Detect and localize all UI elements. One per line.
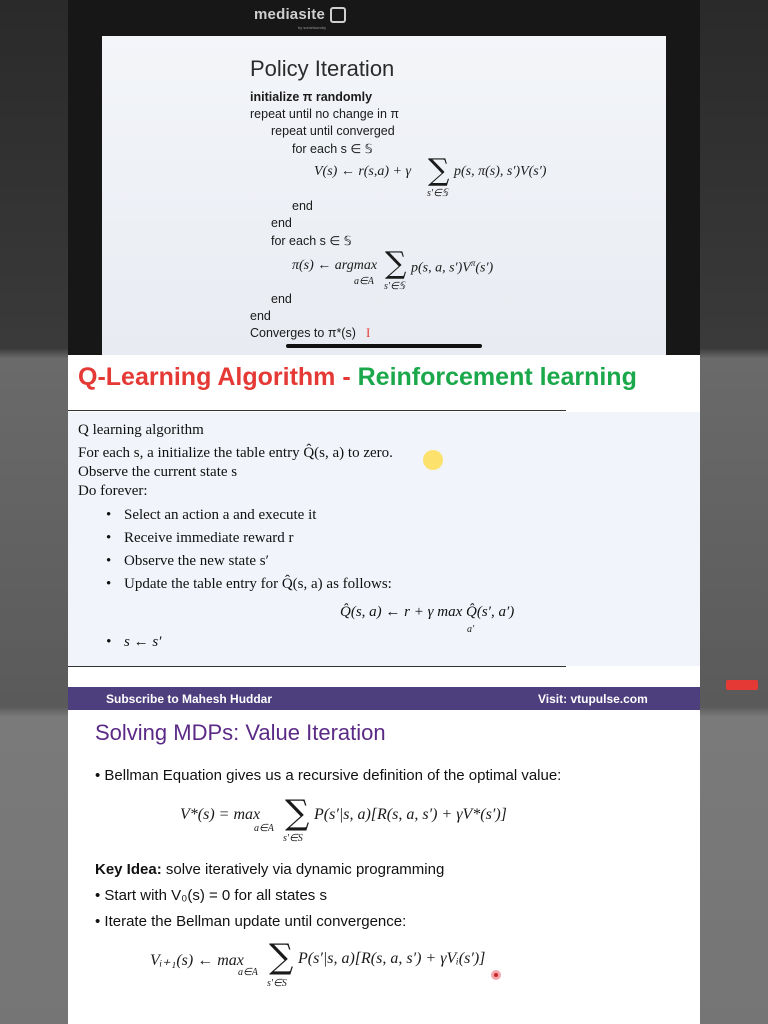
text-cursor-icon: I <box>366 325 371 340</box>
policy-iteration-panel <box>68 0 700 355</box>
code-line: end <box>292 199 313 213</box>
policy-iteration-slide <box>102 36 666 355</box>
sum-symbol: ∑ <box>428 153 450 188</box>
code-line: end <box>271 292 292 306</box>
algorithm-line: Do forever: <box>78 483 148 499</box>
q-learning-title: Q-Learning Algorithm - Reinforcement learning <box>78 363 637 391</box>
value-iteration-panel <box>68 710 700 1024</box>
subscribe-text[interactable]: Subscribe to Mahesh Huddar <box>106 692 273 706</box>
bullet-text: • Iterate the Bellman update until convergence: <box>95 913 407 930</box>
value-update-equation: V(s) ← r(s,a) + γ <box>314 164 412 179</box>
sum-symbol: ∑ <box>285 793 310 833</box>
right-backdrop <box>700 0 768 1024</box>
pointer-highlight <box>423 450 443 470</box>
algorithm-bullet: • Select an action a and execute it <box>124 507 316 524</box>
left-backdrop <box>0 0 68 1024</box>
algorithm-bullet: • Receive immediate reward r <box>124 530 294 547</box>
key-idea-line: Key Idea: solve iteratively via dynamic programming <box>95 861 445 878</box>
mediasite-logo-icon <box>330 7 346 23</box>
website-text[interactable]: Visit: vtupulse.com <box>538 692 648 706</box>
mediasite-byline: by sonicfoundry <box>298 25 327 30</box>
bellman-equation-rhs: P(s′|s, a)[R(s, a, s′) + γV*(s′)] <box>314 806 507 823</box>
pointer-dot <box>491 970 501 980</box>
sum-subscript: s′∈S <box>283 833 303 844</box>
code-line: repeat until converged <box>271 124 395 138</box>
algorithm-box <box>68 412 700 666</box>
code-line: end <box>271 216 292 230</box>
bellman-equation: V*(s) = max <box>180 806 261 823</box>
code-line: for each s ∈ 𝕊 <box>271 234 352 248</box>
sum-subscript: s′∈𝕊 <box>384 281 406 292</box>
max-subscript: a∈A <box>238 967 258 978</box>
divider <box>68 410 566 411</box>
scrollbar[interactable] <box>286 344 482 348</box>
algorithm-heading: Q learning algorithm <box>78 422 204 438</box>
max-subscript: a′ <box>467 624 475 635</box>
policy-update-rhs: p(s, a, $s')V^\pi(s')$ <box>411 258 494 276</box>
sum-symbol: ∑ <box>269 937 294 977</box>
sum-subscript: s′∈𝕊 <box>427 188 449 199</box>
bullet-text: • Bellman Equation gives us a recursive definition of the optimal value: <box>95 767 562 784</box>
argmax-subscript: a∈A <box>354 276 374 287</box>
channel-footer <box>68 687 700 710</box>
sum-subscript: s′∈S <box>267 978 287 989</box>
bellman-update-equation: Vᵢ₊₁(s) ← max <box>150 952 244 969</box>
code-line: for each s ∈ 𝕊 <box>292 142 373 156</box>
code-line: end <box>250 309 271 323</box>
value-iteration-title: Solving MDPs: Value Iteration <box>95 720 386 745</box>
mediasite-logo: mediasite <box>254 6 325 23</box>
algorithm-bullet: • Observe the new state s′ <box>124 553 269 570</box>
youtube-subscribe-icon[interactable] <box>726 680 758 690</box>
slide-title: Policy Iteration <box>250 56 395 81</box>
divider <box>68 666 566 667</box>
code-line: initialize π randomly <box>250 90 373 104</box>
code-line: repeat until no change in π <box>250 107 400 121</box>
value-update-rhs: p(s, π(s), s′)V(s′) <box>454 164 547 179</box>
bullet-text: • Start with V₀(s) = 0 for all states s <box>95 887 327 904</box>
q-learning-panel <box>68 355 700 710</box>
algorithm-line: For each s, a initialize the table entry Q̂(s, a) to zero. <box>78 445 393 461</box>
algorithm-bullet: • Update the table entry for Q̂(s, a) as follows: <box>124 576 392 593</box>
bellman-update-rhs: P(s′|s, a)[R(s, a, s′) + γVᵢ(s′)] <box>298 950 486 967</box>
code-line: Converges to π*(s) <box>250 326 356 340</box>
q-update-equation: Q̂(s, a) ← r + γ max Q̂(s′, a′) <box>340 604 515 620</box>
algorithm-line: Observe the current state s <box>78 464 238 480</box>
sum-symbol: ∑ <box>385 246 407 281</box>
policy-update-equation: π(s) ← argmax <box>292 258 378 273</box>
algorithm-bullet: • s ← s′ <box>124 634 161 651</box>
max-subscript: a∈A <box>254 823 274 834</box>
